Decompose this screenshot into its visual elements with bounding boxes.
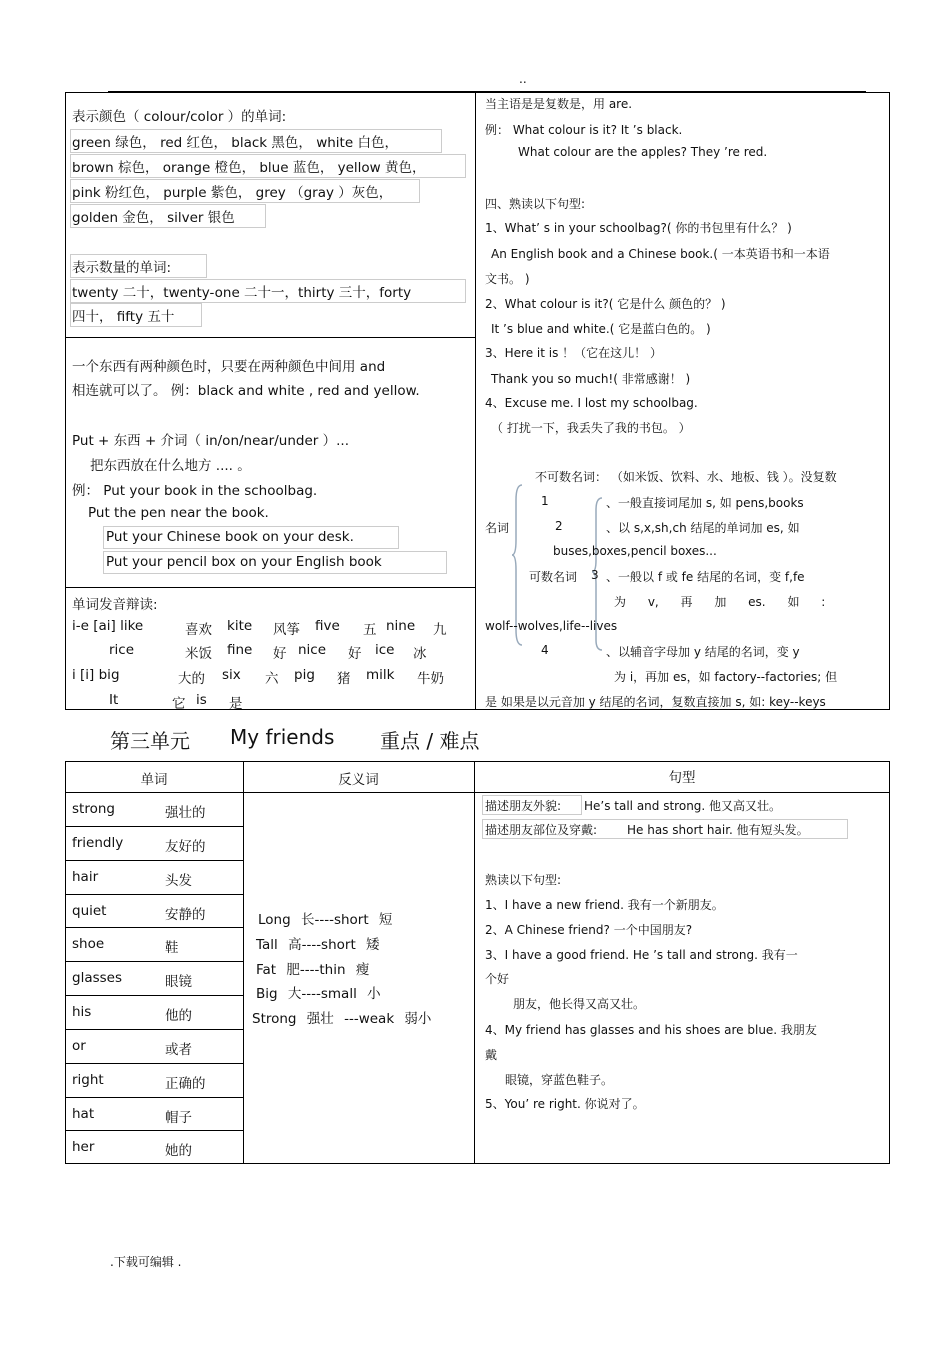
word: hat	[72, 1106, 95, 1122]
pron-cell: ice	[375, 642, 395, 658]
pron-cell: 牛奶	[417, 671, 444, 687]
word: glasses	[72, 970, 122, 986]
word-meaning: 眼镜	[165, 974, 192, 990]
plural-rule-example: wolf--wolves,life--lives	[485, 619, 618, 633]
plural-example: What colour are the apples? They ’re red.	[518, 145, 768, 159]
sentence: 4、My friend has glasses and his shoes are blue. 我朋友	[485, 1023, 817, 1037]
pron-cell: 五	[363, 622, 377, 638]
sentence: 朋友，他长得又高又壮。	[513, 997, 646, 1011]
row-divider	[65, 961, 243, 962]
pron-cell: six	[222, 667, 241, 683]
word-meaning: 她的	[165, 1143, 192, 1159]
row-divider	[65, 894, 243, 895]
rule-number: 3	[591, 568, 599, 582]
header-divider	[65, 792, 890, 793]
header-antonyms: 反义词	[338, 772, 379, 788]
colors-line: golden 金色， silver 银色	[72, 210, 235, 226]
pron-cell: fine	[227, 642, 253, 658]
pron-cell: 好	[348, 646, 362, 662]
unit-focus: 重点 / 难点	[380, 729, 480, 753]
sentence: 1、I have a new friend. 我有一个新朋友。	[485, 898, 724, 912]
pron-cell: 米饭	[185, 646, 212, 662]
sentence: It ’s blue and white.( 它是蓝白色的。 )	[491, 322, 711, 336]
row-divider	[65, 1063, 243, 1064]
pron-cell: is	[196, 692, 207, 708]
pron-cell: i-e [ai] like	[72, 618, 144, 634]
row-divider	[65, 826, 243, 827]
pattern-label: 描述朋友外貌:	[485, 799, 562, 813]
pron-cell: 六	[265, 671, 279, 687]
plural-rule: 、一般直接词尾加 s, 如 pens,books	[606, 496, 804, 510]
sentence: An English book and a Chinese book.( 一本英语书和一本语	[491, 247, 830, 261]
uncountable-note: 不可数名词： （如米饭、饮料、水、地板、钱 ）。没复数	[535, 470, 837, 484]
word-meaning: 他的	[165, 1008, 192, 1024]
rule-number: 1	[541, 494, 549, 508]
sentence: 3、Here it is ！（它在这儿！ ）	[485, 346, 662, 360]
sentence: （ 打扰一下，我丢失了我的书包。 ）	[491, 421, 691, 435]
sentence: 2、What colour is it?( 它是什么 颜色的？ )	[485, 297, 726, 311]
pron-cell: 大的	[178, 671, 205, 687]
word-meaning: 正确的	[165, 1076, 206, 1092]
pron-cell: 冰	[413, 646, 427, 662]
colors-title: 表示颜色（ colour/color ）的单词:	[72, 109, 287, 125]
pronunciation-title: 单词发音辩读:	[72, 597, 158, 613]
row-divider	[65, 860, 243, 861]
row-divider	[65, 995, 243, 996]
word: his	[72, 1004, 92, 1020]
row-divider	[65, 1130, 243, 1131]
antonym-pair: Big 大----small 小	[256, 986, 381, 1002]
put-meaning: 把东西放在什么地方 .... 。	[90, 458, 251, 474]
read-title: 熟读以下句型:	[485, 873, 562, 887]
plural-rule: 、以辅音字母加 y 结尾的名词，变 y	[606, 645, 800, 659]
sentence: 4、Excuse me. I lost my schoolbag.	[485, 396, 698, 410]
pron-cell: i [i] big	[72, 667, 120, 683]
and-rule-line: 一个东西有两种颜色时，只要在两种颜色中间用 and	[72, 359, 386, 375]
header-words: 单词	[140, 772, 168, 788]
put-example: Put your Chinese book on your desk.	[106, 529, 354, 545]
put-pattern: Put + 东西 + 介词（ in/on/near/under ）...	[72, 433, 349, 449]
pron-cell: It	[109, 692, 119, 708]
plural-rule-example: buses,boxes,pencil boxes...	[553, 544, 717, 558]
sentence: Thank you so much!( 非常感谢！ )	[491, 372, 691, 386]
put-example: Put the pen near the book.	[88, 505, 269, 521]
word: right	[72, 1072, 104, 1088]
pattern-sentence: He has short hair. 他有短头发。	[627, 823, 809, 837]
pron-cell: nine	[386, 618, 416, 634]
antonym-pair: Fat 肥----thin 瘦	[256, 962, 370, 978]
section-title: 四、熟读以下句型:	[485, 197, 586, 211]
plural-example: 例： What colour is it? It ’s black.	[485, 123, 683, 137]
pattern-label: 描述朋友部位及穿戴:	[485, 823, 598, 837]
row-divider	[65, 1097, 243, 1098]
left-mid-divider	[65, 587, 475, 588]
colors-line: brown 棕色， orange 橙色， blue 蓝色， yellow 黄色，	[72, 160, 426, 176]
upper-divider	[475, 92, 476, 710]
colors-line: pink 粉红色， purple 紫色， grey （gray ）灰色，	[72, 185, 393, 201]
header-dots: ..	[519, 72, 527, 86]
put-example: 例： Put your book in the schoolbag.	[72, 483, 318, 499]
pron-cell: milk	[366, 667, 395, 683]
word-meaning: 帽子	[165, 1110, 192, 1126]
word-meaning: 或者	[165, 1042, 192, 1058]
antonym-pair: Long 长----short 短	[258, 912, 393, 928]
word-meaning: 强壮的	[165, 805, 206, 821]
word-meaning: 头发	[165, 873, 192, 889]
plural-rule: 、以 s,x,sh,ch 结尾的单词加 es, 如	[606, 521, 800, 535]
sentence: 戴	[485, 1048, 498, 1062]
numbers-line: twenty 二十，twenty-one 二十一，thirty 三十，forty	[72, 285, 412, 301]
rule-number: 4	[541, 643, 549, 657]
word: her	[72, 1139, 95, 1155]
rule-number: 2	[555, 519, 563, 533]
numbers-line: 四十， fifty 五十	[72, 309, 175, 325]
pron-cell: 九	[433, 622, 447, 638]
row-divider	[65, 927, 243, 928]
pron-cell: 喜欢	[185, 622, 212, 638]
pron-cell: 是	[229, 696, 243, 712]
pron-cell: five	[315, 618, 340, 634]
pron-cell: nice	[298, 642, 327, 658]
numbers-title: 表示数量的单词:	[72, 260, 172, 276]
footer-note: .下载可编辑 .	[110, 1255, 182, 1269]
sentence: 眼镜，穿蓝色鞋子。	[505, 1073, 614, 1087]
pattern-sentence: He’s tall and strong. 他又高又壮。	[584, 799, 782, 813]
antonym-pair: Strong 强壮 ---weak 弱小	[252, 1011, 432, 1027]
pron-cell: 好	[273, 646, 287, 662]
sentence: 2、A Chinese friend? 一个中国朋友?	[485, 923, 693, 937]
word: shoe	[72, 936, 105, 952]
sentence: 个好	[485, 972, 510, 986]
pron-cell: 猪	[337, 671, 351, 687]
unit-name: My friends	[230, 725, 335, 749]
pron-cell: 风筝	[273, 622, 300, 638]
word: strong	[72, 801, 115, 817]
countable-label: 可数名词	[529, 570, 578, 584]
unit-number: 第三单元	[110, 729, 190, 753]
word-meaning: 鞋	[165, 940, 179, 956]
sentence: 文书。 )	[485, 272, 530, 286]
word-meaning: 友好的	[165, 839, 206, 855]
pron-cell: pig	[294, 667, 315, 683]
plural-rule: 、一般以 f 或 fe 结尾的名词，变 f,fe	[606, 570, 805, 584]
row-divider	[65, 1029, 243, 1030]
sentence: 1、What’ s in your schoolbag?( 你的书包里有什么？ )	[485, 221, 792, 235]
pron-cell: 它	[172, 696, 186, 712]
column-divider	[243, 761, 244, 1164]
column-divider	[474, 761, 475, 1164]
and-rule-line: 相连就可以了。 例：black and white , red and yellow.	[72, 383, 420, 399]
left-top-divider	[65, 337, 475, 338]
word-meaning: 安静的	[165, 907, 206, 923]
noun-label: 名词	[485, 521, 510, 535]
antonym-pair: Tall 高----short 矮	[256, 937, 380, 953]
put-example: Put your pencil box on your English book	[106, 554, 382, 570]
plural-rule: 当主语是是复数是，用 are.	[485, 97, 633, 111]
sentence: 5、You’ re right. 你说对了。	[485, 1097, 645, 1111]
colors-line: green 绿色， red 红色， black 黑色， white 白色，	[72, 135, 398, 151]
pron-cell: rice	[109, 642, 135, 658]
plural-rule: 为 i，再加 es，如 factory--factories; 但	[614, 670, 838, 684]
word: quiet	[72, 903, 107, 919]
word: hair	[72, 869, 99, 885]
header-patterns: 句型	[668, 770, 696, 786]
word: friendly	[72, 835, 124, 851]
plural-rule: 为 v, 再 加 es. 如 :	[614, 595, 826, 609]
word: or	[72, 1038, 86, 1054]
plural-rule: 是 如果是以元音加 y 结尾的名词，复数直接加 s, 如: key--keys	[485, 695, 826, 709]
pron-cell: kite	[227, 618, 253, 634]
sentence: 3、I have a good friend. He ’s tall and strong. 我有一	[485, 948, 798, 962]
